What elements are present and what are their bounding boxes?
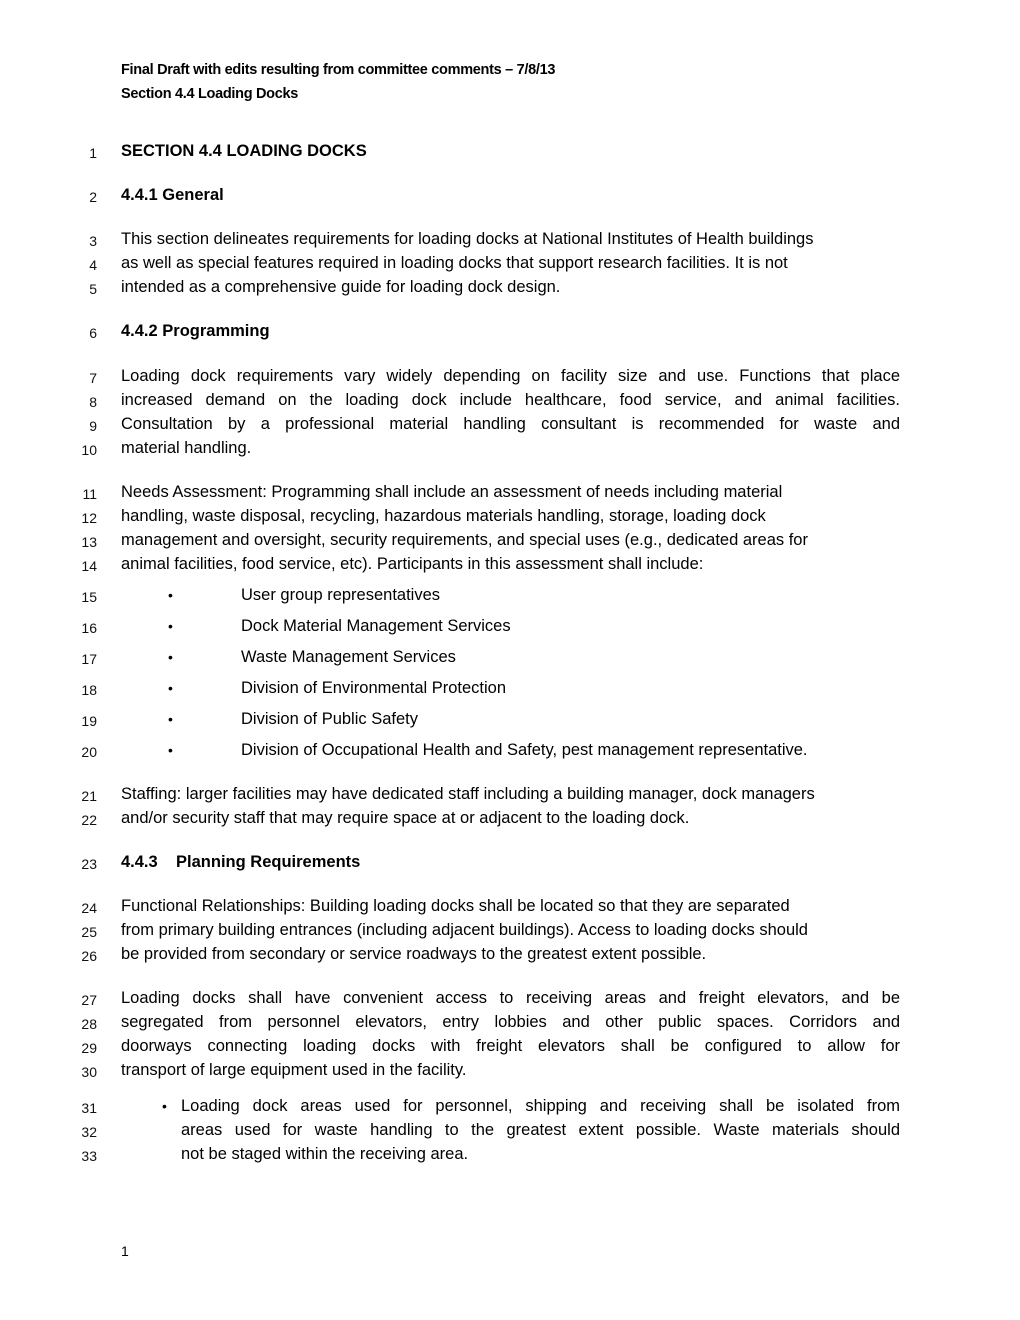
line-number: 9 bbox=[89, 418, 97, 434]
line-number: 13 bbox=[81, 534, 97, 550]
line-number: 20 bbox=[81, 744, 97, 760]
paragraph-line: and/or security staff that may require space at or adjacent to the loading dock. bbox=[121, 809, 690, 827]
line-number: 17 bbox=[81, 651, 97, 667]
bullet-icon: • bbox=[162, 1098, 167, 1114]
line-number: 33 bbox=[81, 1148, 97, 1164]
line-number: 21 bbox=[81, 788, 97, 804]
line-number: 16 bbox=[81, 620, 97, 636]
line-number: 6 bbox=[89, 325, 97, 341]
list-item-line: not be staged within the receiving area. bbox=[181, 1145, 469, 1163]
paragraph-line: increased demand on the loading dock include healthcare, food service, and animal facilities. bbox=[121, 391, 900, 409]
list-item: Division of Environmental Protection bbox=[241, 679, 507, 697]
line-number: 8 bbox=[89, 394, 97, 410]
line-number: 24 bbox=[81, 900, 97, 916]
page-number: 1 bbox=[121, 1243, 129, 1259]
line-number: 22 bbox=[81, 812, 97, 828]
line-number: 15 bbox=[81, 589, 97, 605]
bullet-icon: • bbox=[168, 649, 173, 665]
line-number: 19 bbox=[81, 713, 97, 729]
line-number: 25 bbox=[81, 924, 97, 940]
list-item: Division of Occupational Health and Safety, pest management representative. bbox=[241, 741, 808, 759]
bullet-icon: • bbox=[168, 711, 173, 727]
line-number: 4 bbox=[89, 257, 97, 273]
paragraph-line: transport of large equipment used in the facility. bbox=[121, 1061, 467, 1079]
bullet-icon: • bbox=[168, 680, 173, 696]
line-number: 11 bbox=[82, 486, 97, 502]
line-number: 27 bbox=[81, 992, 97, 1008]
paragraph-line: Consultation by a professional material handling consultant is recommended for waste and bbox=[121, 415, 900, 433]
list-item: User group representatives bbox=[241, 586, 441, 604]
list-item-line: areas used for waste handling to the greatest extent possible. Waste materials should bbox=[181, 1121, 900, 1139]
line-number: 3 bbox=[89, 233, 97, 249]
paragraph-line: be provided from secondary or service roadways to the greatest extent possible. bbox=[121, 945, 707, 963]
line-number: 5 bbox=[89, 281, 97, 297]
subsection-heading-programming: 4.4.2 Programming bbox=[121, 322, 270, 340]
line-number: 12 bbox=[81, 510, 97, 526]
paragraph-line: management and oversight, security requirements, and special uses (e.g., dedicated areas for bbox=[121, 531, 808, 549]
section-title: SECTION 4.4 LOADING DOCKS bbox=[121, 142, 367, 160]
line-number: 14 bbox=[81, 558, 97, 574]
paragraph-line: from primary building entrances (including adjacent buildings). Access to loading docks should bbox=[121, 921, 808, 939]
paragraph-line: Loading docks shall have convenient access to receiving areas and freight elevators, and be bbox=[121, 989, 900, 1007]
line-number: 1 bbox=[89, 145, 97, 161]
paragraph-line: Functional Relationships: Building loading docks shall be located so that they are separated bbox=[121, 897, 790, 915]
line-number: 10 bbox=[81, 442, 97, 458]
list-item-line: Loading dock areas used for personnel, shipping and receiving shall be isolated from bbox=[181, 1097, 900, 1115]
bullet-icon: • bbox=[168, 742, 173, 758]
line-number: 7 bbox=[89, 370, 97, 386]
paragraph-line: handling, waste disposal, recycling, hazardous materials handling, storage, loading dock bbox=[121, 507, 766, 525]
bullet-icon: • bbox=[168, 618, 173, 634]
paragraph-line: doorways connecting loading docks with freight elevators shall be configured to allow for bbox=[121, 1037, 900, 1055]
line-number: 29 bbox=[81, 1040, 97, 1056]
line-number: 26 bbox=[81, 948, 97, 964]
list-item: Dock Material Management Services bbox=[241, 617, 511, 635]
line-number: 28 bbox=[81, 1016, 97, 1032]
line-number: 23 bbox=[81, 856, 97, 872]
line-number: 2 bbox=[89, 189, 97, 205]
running-header-section: Section 4.4 Loading Docks bbox=[121, 86, 299, 102]
paragraph-line: intended as a comprehensive guide for loading dock design. bbox=[121, 278, 561, 296]
list-item: Waste Management Services bbox=[241, 648, 456, 666]
subsection-heading-general: 4.4.1 General bbox=[121, 186, 224, 204]
paragraph-line: material handling. bbox=[121, 439, 252, 457]
paragraph-line: as well as special features required in loading docks that support research facilities. It is not bbox=[121, 254, 788, 272]
paragraph-line: This section delineates requirements for loading docks at National Institutes of Health buildings bbox=[121, 230, 814, 248]
paragraph-line: animal facilities, food service, etc). Participants in this assessment shall include: bbox=[121, 555, 704, 573]
line-number: 18 bbox=[81, 682, 97, 698]
subsection-heading-planning: 4.4.3 Planning Requirements bbox=[121, 853, 361, 871]
paragraph-line: Staffing: larger facilities may have dedicated staff including a building manager, dock managers bbox=[121, 785, 815, 803]
paragraph-line: segregated from personnel elevators, entry lobbies and other public spaces. Corridors and bbox=[121, 1013, 900, 1031]
line-number: 30 bbox=[81, 1064, 97, 1080]
line-number: 31 bbox=[81, 1100, 97, 1116]
paragraph-line: Needs Assessment: Programming shall include an assessment of needs including material bbox=[121, 483, 783, 501]
bullet-icon: • bbox=[168, 587, 173, 603]
running-header-title: Final Draft with edits resulting from committee comments – 7/8/13 bbox=[121, 62, 556, 78]
list-item: Division of Public Safety bbox=[241, 710, 418, 728]
paragraph-line: Loading dock requirements vary widely depending on facility size and use. Functions that place bbox=[121, 367, 900, 385]
line-number: 32 bbox=[81, 1124, 97, 1140]
